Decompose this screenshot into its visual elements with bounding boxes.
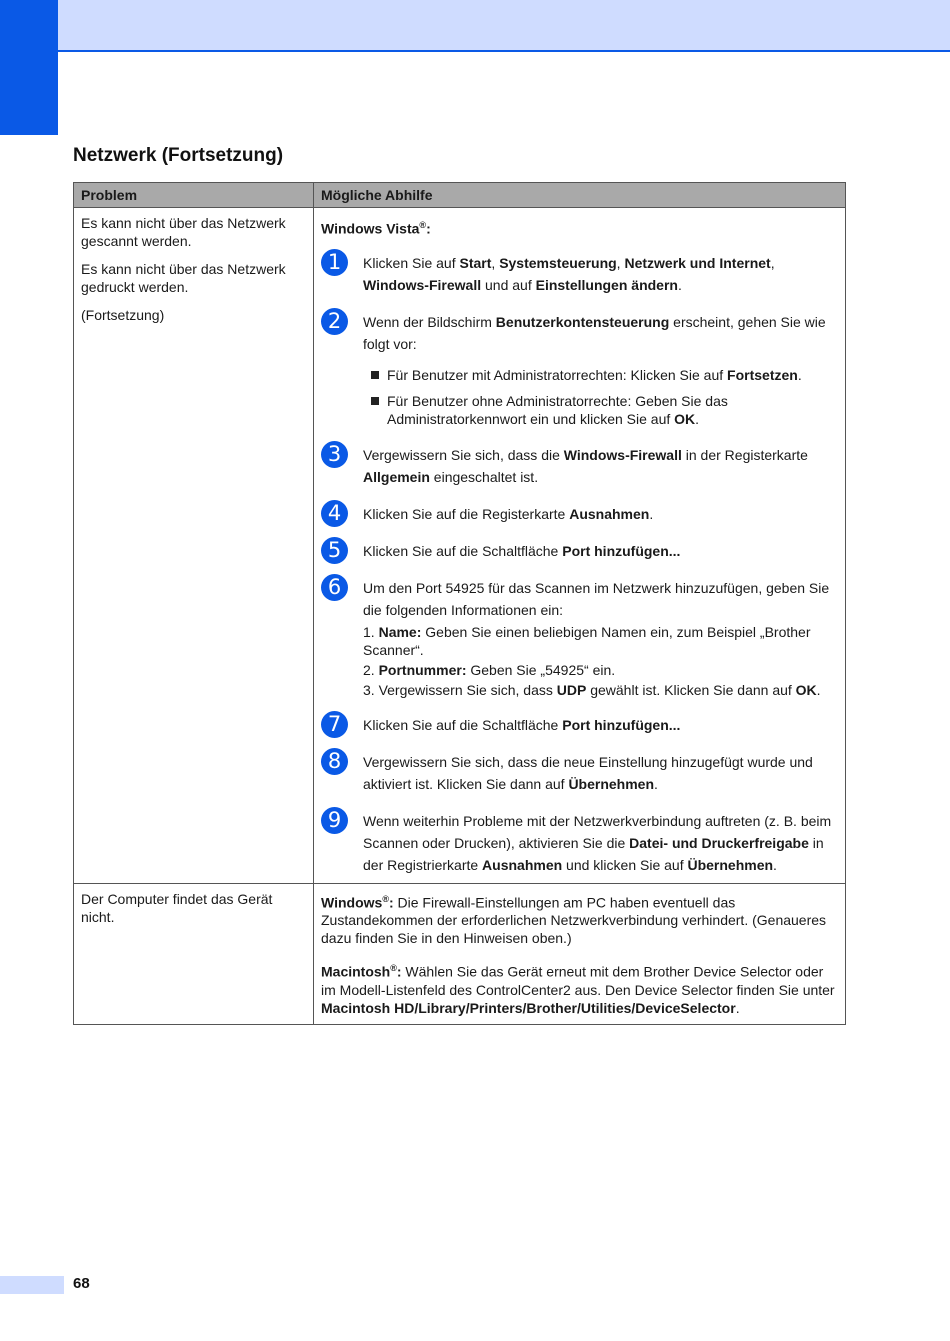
step-number-icon: 1 xyxy=(321,249,348,276)
bullet-item: Für Benutzer ohne Administratorrechte: Geben Sie das Administratorkennwort ein und klicken Sie auf OK. xyxy=(369,392,838,428)
step-number-icon: 4 xyxy=(321,500,348,527)
table-row xyxy=(74,208,846,884)
chapter-tab xyxy=(0,0,58,135)
windows-note: Windows®: Die Firewall-Einstellungen am PC haben eventuell das Zustandekommen der erforderlichen Netzwerkverbindung verhindert. (Genaueres dazu finden Sie in den Hinweisen oben.) xyxy=(321,893,827,947)
step-number-icon: 8 xyxy=(321,748,348,775)
problem-text: Der Computer findet das Gerät nicht. xyxy=(81,890,273,925)
problem-cell xyxy=(74,208,314,884)
step-number-icon: 7 xyxy=(321,711,348,738)
section-title: Netzwerk (Fortsetzung) xyxy=(73,145,284,166)
os-heading-windows-vista: Windows Vista®: xyxy=(321,220,431,237)
solution-cell xyxy=(314,208,846,884)
macintosh-note: Macintosh®: Wählen Sie das Gerät erneut mit dem Brother Device Selector oder im Modell-Listenfeld des ControlCenter2 aus. Den Device Selector finden Sie unter Macintosh HD/Library/Printers/Brother/Utilities/DeviceSelector. xyxy=(321,963,835,1016)
step-8: 8 Vergewissern Sie sich, dass die neue Einstellung hinzugefügt wurde und aktiviert ist. Klicken Sie dann auf Übernehmen. xyxy=(321,751,838,795)
step-3: 3 Vergewissern Sie sich, dass die Windows-Firewall in der Registerkarte Allgemein eingeschaltet ist. xyxy=(321,444,838,488)
problem-text: Es kann nicht über das Netzwerk gedruckt werden. xyxy=(81,261,286,295)
step-number-icon: 5 xyxy=(321,537,348,564)
square-bullet-icon xyxy=(371,397,379,405)
header-band xyxy=(58,0,950,52)
table-row xyxy=(74,883,846,1024)
problem-text: (Fortsetzung) xyxy=(81,307,165,323)
problem-cell xyxy=(74,883,314,1024)
step-number-icon: 9 xyxy=(321,807,348,834)
step-1: 1 Klicken Sie auf Start, Systemsteuerung, Netzwerk und Internet, Windows-Firewall und auf Einstellungen ändern. xyxy=(321,252,838,296)
step-6-item: 3. Vergewissern Sie sich, dass UDP gewählt ist. Klicken Sie dann auf OK. xyxy=(363,681,821,698)
step-4: 4 Klicken Sie auf die Registerkarte Ausnahmen. xyxy=(321,503,838,525)
step-2: 2 Wenn der Bildschirm Benutzerkontensteuerung erscheint, gehen Sie wie folgt vor: xyxy=(321,311,838,355)
step-number-icon: 6 xyxy=(321,574,348,601)
step-6-item: 1. Name: Geben Sie einen beliebigen Namen ein, zum Beispiel „Brother Scanner“. xyxy=(363,623,811,658)
step-6: 6 Um den Port 54925 für das Scannen im Netzwerk hinzuzufügen, geben Sie die folgenden Informationen ein: 1. Name: Geben Sie einen beliebigen Namen ein, zum Beispiel „Brother Scanner“. 2. Portnummer: Geben Sie „54925“ ein. 3. Vergewissern Sie sich, dass UDP gewählt ist. Klicken Sie dann auf OK. xyxy=(321,577,838,699)
step-6-item: 2. Portnummer: Geben Sie „54925“ ein. xyxy=(363,661,616,678)
step-number-icon: 3 xyxy=(321,441,348,468)
step-7: 7 Klicken Sie auf die Schaltfläche Port hinzufügen... xyxy=(321,714,838,736)
solution-cell xyxy=(314,883,846,1024)
problem-text: Es kann nicht über das Netzwerk gescannt werden. xyxy=(81,215,286,249)
bullet-item: Für Benutzer mit Administratorrechten: Klicken Sie auf Fortsetzen. xyxy=(369,366,838,384)
step-9: 9 Wenn weiterhin Probleme mit der Netzwerkverbindung auftreten (z. B. beim Scannen oder Drucken), aktivieren Sie die Datei- und Druckerfreigabe in der Registrierkarte Ausnahmen und klicken Sie auf Übernehmen. xyxy=(321,810,838,876)
square-bullet-icon xyxy=(371,371,379,379)
table-header-row xyxy=(74,183,846,208)
step-number-icon: 2 xyxy=(321,308,348,335)
page-number: 68 xyxy=(73,1275,90,1292)
troubleshooting-table xyxy=(73,182,846,1025)
page-number-bar xyxy=(0,1276,64,1294)
header-problem: Problem xyxy=(74,183,314,208)
header-solution: Mögliche Abhilfe xyxy=(314,183,846,208)
bullet-list xyxy=(321,366,838,428)
step-5: 5 Klicken Sie auf die Schaltfläche Port hinzufügen... xyxy=(321,540,838,562)
